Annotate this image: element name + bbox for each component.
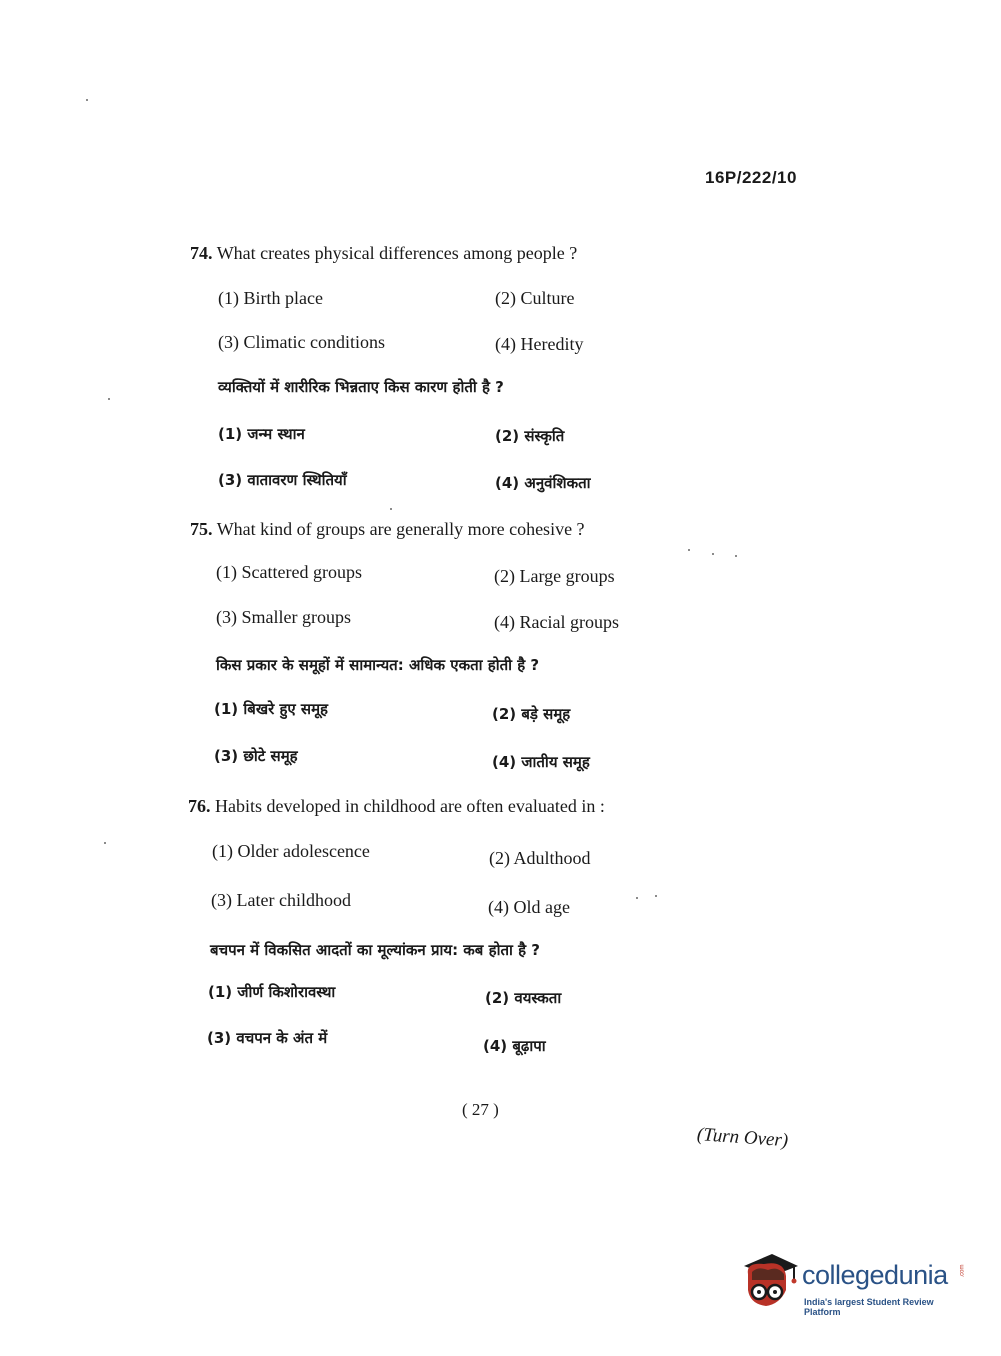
scan-speck [86, 99, 88, 101]
option-75-4: (4) Racial groups [494, 612, 619, 632]
question-text: What creates physical differences among people ? [216, 243, 578, 263]
scan-speck [108, 398, 110, 400]
question-75 [190, 519, 585, 540]
question-76 [188, 796, 605, 817]
option-76-1: (1) Older adolescence [212, 841, 370, 861]
option-74-1-hindi: (1) जन्म स्थान [218, 425, 305, 443]
collegedunia-watermark [740, 1250, 970, 1317]
question-74 [190, 243, 577, 264]
question-text: What kind of groups are generally more cohesive ? [216, 519, 585, 539]
option-74-3-hindi: (3) वातावरण स्थितियाँ [218, 471, 347, 489]
question-number: 76. [188, 796, 211, 816]
option-75-1-hindi: (1) बिखरे हुए समूह [214, 700, 329, 718]
page-number: ( 27 ) [462, 1100, 499, 1119]
scan-speck [636, 897, 638, 899]
scan-speck [104, 842, 106, 844]
scan-speck [735, 555, 737, 557]
brand-name: collegedunia [802, 1260, 948, 1290]
option-75-2-hindi: (2) बड़े समूह [492, 705, 571, 723]
option-75-4-hindi: (4) जातीय समूह [492, 753, 590, 771]
option-76-4-hindi: (4) बूढ़ापा [483, 1037, 546, 1055]
mascot-icon [740, 1250, 800, 1312]
question-number: 74. [190, 243, 213, 263]
question-number: 75. [190, 519, 213, 539]
option-76-2-hindi: (2) वयस्कता [485, 989, 562, 1007]
option-76-2: (2) Adulthood [489, 848, 591, 868]
scan-speck [712, 553, 714, 555]
turn-over-note: (Turn Over) [696, 1124, 789, 1152]
scan-speck [655, 895, 657, 897]
question-74-hindi: व्यक्तियों में शारीरिक भिन्नताए किस कारण होती है ? [218, 378, 504, 396]
option-76-1-hindi: (1) जीर्ण किशोरावस्था [208, 983, 336, 1001]
brand-tagline: India's largest Student Review Platform [804, 1297, 934, 1317]
option-76-3-hindi: (3) वचपन के अंत में [207, 1029, 328, 1047]
brand-suffix: .com [959, 1264, 966, 1278]
question-75-hindi: किस प्रकार के समूहों में सामान्यत: अधिक एकता होती है ? [216, 656, 540, 674]
option-76-4: (4) Old age [488, 897, 570, 917]
paper-code: 16P/222/10 [705, 168, 797, 187]
option-74-2: (2) Culture [495, 288, 575, 308]
option-76-3: (3) Later childhood [211, 890, 351, 910]
option-74-3: (3) Climatic conditions [218, 332, 385, 352]
option-74-4-hindi: (4) अनुवंशिकता [495, 474, 591, 492]
option-75-2: (2) Large groups [494, 566, 615, 586]
option-74-4: (4) Heredity [495, 334, 584, 354]
option-74-1: (1) Birth place [218, 288, 323, 308]
option-75-1: (1) Scattered groups [216, 562, 362, 582]
question-76-hindi: बचपन में विकसित आदतों का मूल्यांकन प्राय: कब होता है ? [210, 941, 540, 959]
option-75-3-hindi: (3) छोटे समूह [214, 747, 298, 765]
question-text: Habits developed in childhood are often evaluated in : [215, 796, 605, 816]
scan-speck [390, 508, 392, 510]
option-75-3: (3) Smaller groups [216, 607, 351, 627]
option-74-2-hindi: (2) संस्कृति [495, 427, 565, 445]
scan-speck [688, 549, 690, 551]
